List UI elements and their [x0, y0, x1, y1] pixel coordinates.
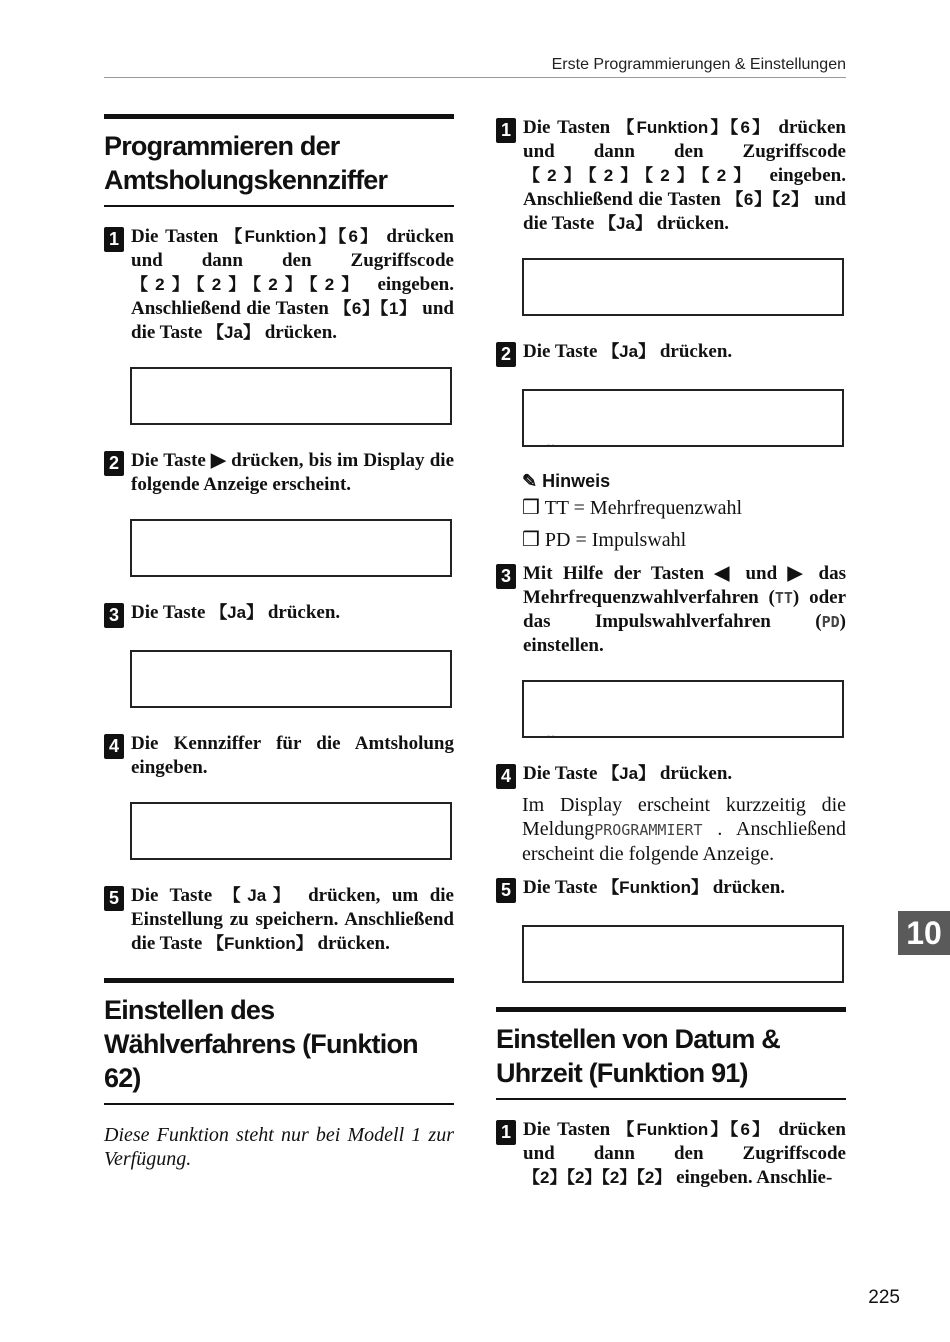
step-number: 5 — [496, 878, 516, 903]
step-3 — [496, 562, 846, 658]
step-number: 4 — [496, 764, 516, 789]
section-heading-waehlverfahren: Einstellen des Wählverfahrens (Funktion 62) — [104, 978, 454, 1105]
lcd-line-1 — [138, 707, 444, 708]
lcd-display — [522, 680, 844, 738]
key-label: 【Funktion】【6】 — [225, 227, 380, 246]
key-label: 【Ja】 — [210, 603, 264, 622]
lcd-display — [522, 258, 844, 316]
step-text: Die Tasten 【Funktion】【6】 drücken und dann den Zugriffscode 【2】【2】【2】【2】 eingeben. Anschlie- — [523, 1119, 846, 1188]
step-5 — [104, 884, 454, 956]
lcd-line-1 — [138, 576, 444, 577]
pencil-icon: ✎ — [522, 471, 543, 491]
header-title: Erste Programmierungen & Einstellungen — [551, 56, 846, 73]
step-text: Die Taste 【Ja】 drücken, um die Einstellung zu speichern. Anschließend die Taste 【Funktion】 drücken. — [131, 885, 454, 954]
key-label: 【Ja】 — [602, 342, 656, 361]
chapter-tab: 10 — [898, 911, 950, 955]
lcd-display — [522, 389, 844, 447]
step-text: Die Kennziffer für die Amtsholung eingeben. — [131, 733, 454, 778]
right-column — [496, 116, 846, 1200]
model-note: Diese Funktion steht nur bei Modell 1 zur Verfügung. — [104, 1124, 454, 1170]
step-text: Die Taste 【Funktion】 drücken. — [523, 877, 786, 898]
header-rule — [104, 77, 846, 78]
hint-box — [522, 471, 846, 556]
step-number: 1 — [496, 118, 516, 143]
step-4 — [104, 732, 454, 780]
key-label: 【6】【1】 — [334, 299, 417, 318]
page-number: 225 — [868, 1287, 900, 1308]
key-label: 【2】【2】【2】【2】 — [131, 275, 366, 294]
key-label: 【2】【2】【2】【2】 — [523, 1168, 672, 1187]
step-number: 1 — [496, 1120, 516, 1145]
lcd-line-1 — [530, 737, 836, 738]
lcd-display — [130, 519, 452, 577]
key-label: 【Ja】 — [223, 886, 297, 905]
step-number: 3 — [104, 603, 124, 628]
key-label: 【Funktion】【6】 — [617, 118, 772, 137]
step-4 — [496, 762, 846, 789]
step-text: Die Tasten 【Funktion】【6】 drücken und dann den Zugriffscode 【2】【2】【2】【2】 eingeben. Anschließend die Tasten 【6】【1】 und die Taste 【Ja】 drücken. — [131, 226, 454, 343]
key-label: 【Funktion】 — [602, 878, 708, 897]
step-5 — [496, 876, 846, 903]
step-text: Die Taste 【Ja】 drücken. — [131, 602, 341, 623]
step-number: 4 — [104, 734, 124, 759]
lcd-line-1 — [138, 859, 444, 860]
step-1 — [104, 225, 454, 345]
info-paragraph: Im Display erscheint kurzzeitig die MeldungPROGRAMMIERT . Anschließend erscheint die folgende Anzeige. — [522, 794, 846, 865]
key-label: 【Ja】 — [207, 323, 260, 342]
key-label: 【Funktion】 — [207, 934, 313, 953]
lcd-line-1 — [530, 315, 836, 316]
hint-title: ✎ Hinweis — [522, 471, 611, 491]
hint-item: ❒ TT = Mehrfrequenzwahl — [522, 497, 743, 519]
lcd-display — [130, 367, 452, 425]
lcd-display — [522, 925, 844, 983]
step-2 — [104, 449, 454, 497]
step-1 — [496, 116, 846, 236]
step-text: Mit Hilfe der Tasten ◀ und ▶ das Mehrfrequenzwahlverfahren (TT) oder das Impulswahlverfahren (PD) einstellen. — [523, 563, 847, 656]
step-text: Die Tasten 【Funktion】【6】 drücken und dann den Zugriffscode 【2】【2】【2】【2】 eingeben. Anschließend die Tasten 【6】【2】 und die Taste 【Ja】 drücken. — [523, 117, 846, 234]
step-2 — [496, 340, 846, 367]
step-text: Die Taste 【Ja】 drücken. — [523, 763, 733, 784]
section-heading-amtsholung: Programmieren der Amtsholungskennziffer — [104, 114, 454, 207]
step-number: 5 — [104, 886, 124, 911]
step-3 — [104, 601, 454, 628]
step-1 — [496, 1118, 846, 1190]
lcd-line-1 — [138, 424, 444, 425]
key-label: 【Ja】 — [599, 214, 652, 233]
step-text: Die Taste 【Ja】 drücken. — [523, 341, 733, 362]
lcd-line-1 — [530, 446, 836, 447]
step-text: Die Taste ▶ drücken, bis im Display die folgende Anzeige erscheint. — [131, 450, 454, 495]
lcd-display — [130, 802, 452, 860]
left-column — [104, 114, 454, 1171]
step-number: 1 — [104, 227, 124, 252]
section-heading-datum-uhrzeit: Einstellen von Datum & Uhrzeit (Funktion 91) — [496, 1007, 846, 1100]
step-number: 3 — [496, 564, 516, 589]
key-label: 【Funktion】【6】 — [617, 1120, 772, 1139]
step-number: 2 — [104, 451, 124, 476]
step-number: 2 — [496, 342, 516, 367]
hint-item: ❒ PD = Impulswahl — [522, 529, 687, 551]
lcd-line-1 — [530, 982, 836, 983]
key-label: 【2】【2】【2】【2】 — [523, 166, 758, 185]
lcd-display — [130, 650, 452, 708]
key-label: 【Ja】 — [602, 764, 656, 783]
key-label: 【6】【2】 — [726, 190, 809, 209]
